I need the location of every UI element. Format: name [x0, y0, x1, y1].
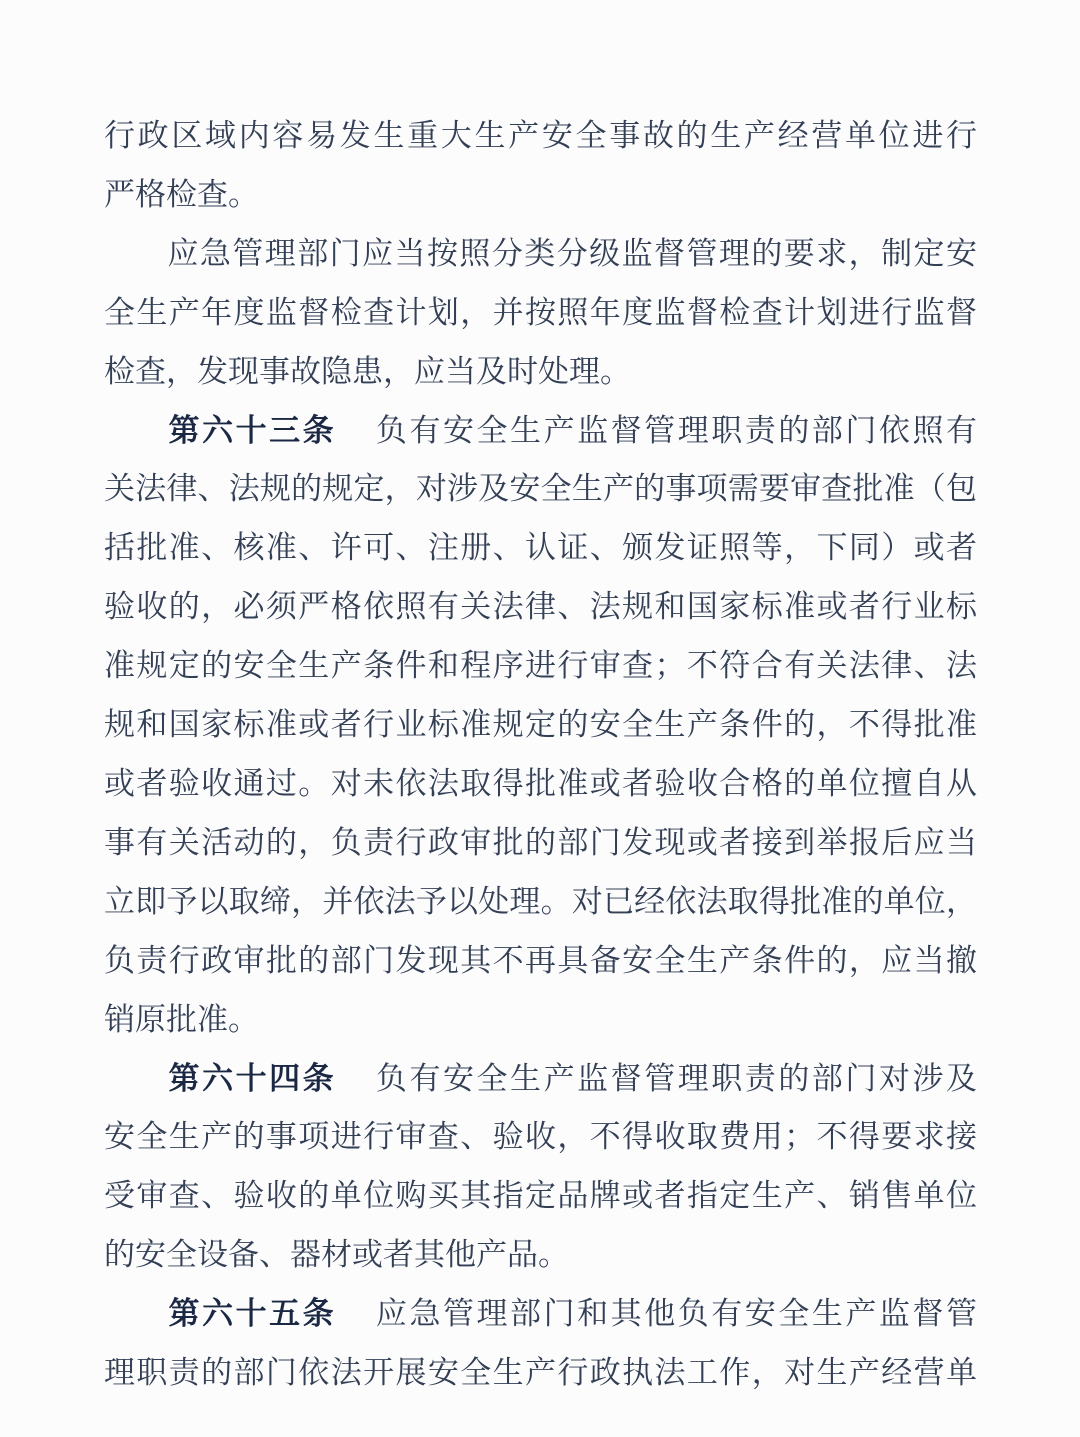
line-text: 负有安全生产监督管理职责的部门依照有 — [373, 412, 977, 448]
line-text: 应急管理部门和其他负有安全生产监督管 — [373, 1296, 977, 1332]
paragraph — [104, 107, 977, 225]
text-line — [104, 637, 977, 696]
text-line — [104, 814, 977, 873]
article-number: 第六十四条 — [166, 1060, 337, 1096]
text-line — [104, 1167, 977, 1226]
line-text: 准规定的安全生产条件和程序进行审查；不符合有关法律、法 — [104, 648, 977, 684]
line-text: 规和国家标准或者行业标准规定的安全生产条件的，不得批准 — [104, 707, 977, 743]
text-line — [104, 225, 977, 284]
text-line — [104, 284, 977, 343]
text-line — [104, 991, 977, 1050]
article-number: 第六十三条 — [166, 412, 337, 448]
line-text: 安全生产的事项进行审查、验收，不得收取费用；不得要求接 — [104, 1119, 977, 1155]
line-text: 负有安全生产监督管理职责的部门对涉及 — [373, 1060, 977, 1096]
text-line — [104, 1108, 977, 1167]
paragraph — [104, 225, 977, 402]
paragraph — [104, 1050, 977, 1286]
text-line — [104, 107, 977, 166]
text-line — [104, 873, 977, 932]
text-line — [104, 1050, 977, 1109]
line-text: 严格检查。 — [104, 176, 259, 212]
line-text: 销原批准。 — [104, 1001, 259, 1037]
line-text: 的安全设备、器材或者其他产品。 — [104, 1237, 569, 1273]
line-text: 立即予以取缔，并依法予以处理。对已经依法取得批准的单位， — [104, 883, 977, 919]
text-line — [104, 166, 977, 225]
line-text: 括批准、核准、许可、注册、认证、颁发证照等，下同）或者 — [104, 530, 977, 566]
text-line — [104, 519, 977, 578]
text-line — [104, 460, 977, 519]
line-text: 验收的，必须严格依照有关法律、法规和国家标准或者行业标 — [104, 589, 977, 625]
line-text: 行政区域内容易发生重大生产安全事故的生产经营单位进行 — [104, 118, 977, 153]
text-line — [104, 1226, 977, 1285]
line-text: 或者验收通过。对未依法取得批准或者验收合格的单位擅自从 — [104, 765, 977, 801]
line-text: 关法律、法规的规定，对涉及安全生产的事项需要审查批准（包 — [104, 471, 977, 507]
line-text: 检查，发现事故隐患，应当及时处理。 — [104, 353, 631, 389]
text-line — [104, 343, 977, 402]
document-body — [104, 107, 977, 1403]
line-text: 受审查、验收的单位购买其指定品牌或者指定生产、销售单位 — [104, 1178, 977, 1214]
text-line — [104, 755, 977, 814]
line-text: 负责行政审批的部门发现其不再具备安全生产条件的，应当撤 — [104, 942, 977, 978]
line-text: 理职责的部门依法开展安全生产行政执法工作，对生产经营单 — [104, 1355, 977, 1391]
line-text: 事有关活动的，负责行政审批的部门发现或者接到举报后应当 — [104, 824, 977, 860]
text-line — [104, 932, 977, 991]
article-number: 第六十五条 — [166, 1296, 337, 1332]
text-line — [104, 1344, 977, 1403]
line-text: 全生产年度监督检查计划，并按照年度监督检查计划进行监督 — [104, 294, 977, 330]
text-line — [104, 402, 977, 461]
text-line — [104, 578, 977, 637]
text-line — [104, 696, 977, 755]
text-line — [104, 1285, 977, 1344]
line-text: 应急管理部门应当按照分类分级监督管理的要求，制定安 — [166, 235, 977, 271]
paragraph — [104, 402, 977, 1050]
paragraph — [104, 1285, 977, 1403]
